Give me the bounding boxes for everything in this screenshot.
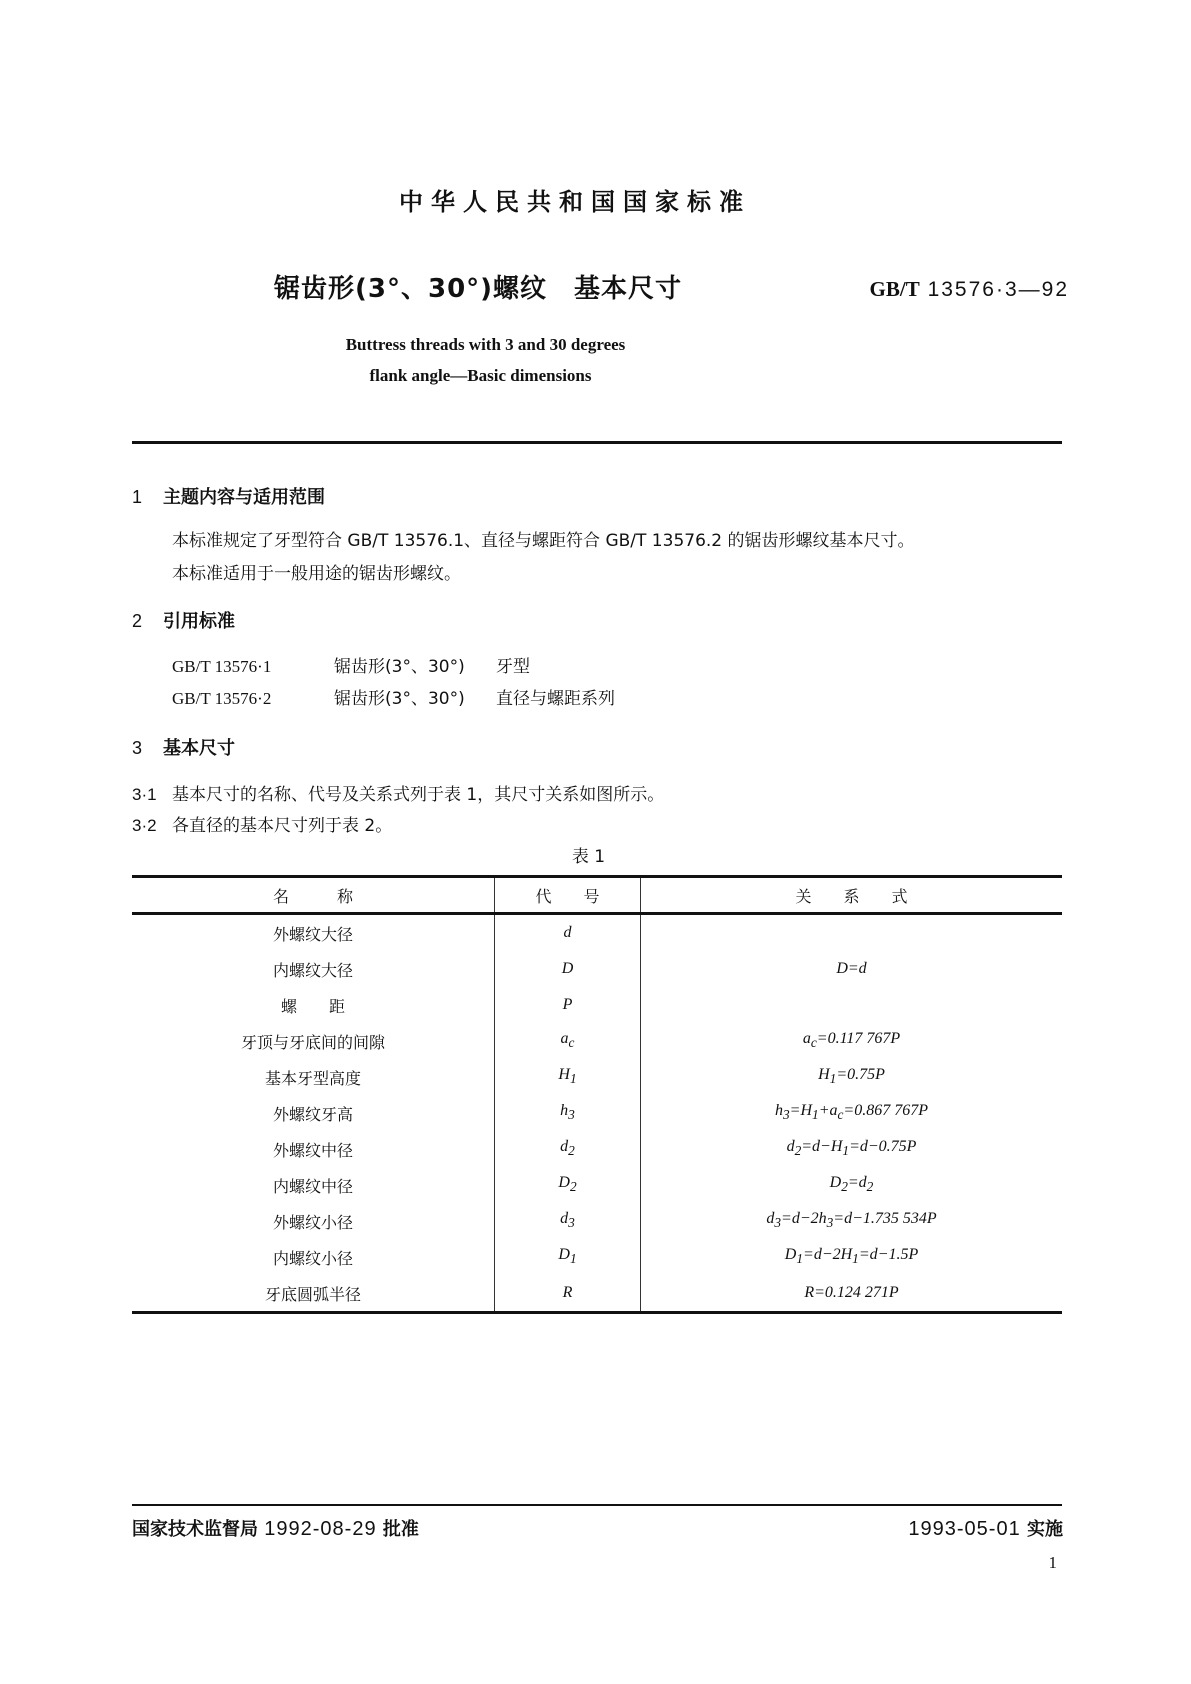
document-title-en-line2: flank angle—Basic dimensions [369,366,592,385]
column-header-name: 名 称 [132,877,495,914]
cell-symbol: $h_3$ [495,1095,641,1131]
cell-name: 内螺纹大径 [132,951,495,987]
table-header-row [132,877,1062,914]
cell-name: 内螺纹小径 [132,1239,495,1275]
document-title-en-line1: Buttress threads with 3 and 30 degrees [345,335,626,354]
clause-text: 基本尺寸的名称、代号及关系式列于表 1，其尺寸关系如图所示。 [172,785,665,805]
header-rule [132,441,1062,444]
section-number: 2 [132,611,143,631]
reference-desc: 直径与螺距系列 [496,689,615,709]
column-header-formula: 关 系 式 [641,877,1063,914]
cell-formula: $d_3=d-2h_3=d-1.735$ 534P [766,1210,937,1231]
table-row [132,1095,1062,1131]
reference-item [172,684,615,709]
reference-name: 锯齿形(3°、30°) [334,657,465,677]
cell-name: 外螺纹牙高 [132,1095,495,1131]
table-row [132,1167,1062,1203]
dimensions-table [132,875,1062,1314]
section-number: 3 [132,738,143,758]
cell-formula [641,914,1063,952]
reference-name: 锯齿形(3°、30°) [334,689,465,709]
reference-code: GB/T 13576·1 [172,657,272,676]
approval-date: 1992-08-29 [264,1518,377,1540]
table-row [132,987,1062,1023]
section-title: 主题内容与适用范围 [163,487,325,508]
cell-name: 牙顶与牙底间的间隙 [132,1023,495,1059]
cell-formula: $d_2=d-H_1=d-0.75P$ [786,1138,917,1159]
clause-3-2 [132,811,392,836]
table-row [132,1203,1062,1239]
page-number: 1 [1048,1553,1057,1572]
table-row [132,1023,1062,1059]
document-title-cn: 锯齿形(3°、30°)螺纹 基本尺寸 [274,274,683,304]
footer-rule [132,1504,1062,1506]
cell-formula: $H_1=0.75P$ [818,1066,885,1087]
column-header-symbol: 代 号 [495,877,641,914]
cell-name: 外螺纹大径 [132,914,495,952]
cell-formula: $h_3=H_1+a_c=0.867$ 767P [775,1102,928,1123]
section-3-heading [132,734,235,760]
cell-name: 基本牙型高度 [132,1059,495,1095]
clause-text: 各直径的基本尺寸列于表 2。 [172,816,393,836]
effective-info [908,1515,1063,1541]
cell-symbol: D [495,951,641,987]
issuer: 国家技术监督局 [132,1519,265,1540]
table-row [132,1131,1062,1167]
approval-label: 批准 [376,1519,419,1540]
cell-symbol: $a_c$ [495,1023,641,1059]
reference-code: GB/T 13576·2 [172,689,272,708]
cell-symbol: d [495,914,641,952]
cell-formula: D=d [836,960,867,977]
cell-name: 内螺纹中径 [132,1167,495,1203]
table-row [132,1239,1062,1275]
clause-3-1 [132,780,664,805]
table-row [132,1275,1062,1313]
clause-number: 3·1 [132,785,157,804]
table-row [132,914,1062,952]
cell-symbol: $D_2$ [495,1167,641,1203]
cell-name: 外螺纹中径 [132,1131,495,1167]
section-title: 基本尺寸 [163,738,235,759]
cell-symbol: $d_3$ [495,1203,641,1239]
cell-symbol: $d_2$ [495,1131,641,1167]
section-1-paragraph-1: 本标准规定了牙型符合 GB/T 13576.1、直径与螺距符合 GB/T 13576.2 的锯齿形螺纹基本尺寸。 [172,531,915,551]
clause-number: 3·2 [132,816,157,835]
cell-symbol: $D_1$ [495,1239,641,1275]
cell-formula: $a_c=0.117$ 767P [802,1030,901,1051]
table-row [132,1059,1062,1095]
table-caption: 表 1 [571,847,606,867]
section-title: 引用标准 [163,611,235,632]
cell-symbol: R [495,1275,641,1313]
standard-code [870,277,1069,302]
cell-symbol: $H_1$ [495,1059,641,1095]
section-2-heading [132,607,235,633]
approval-info [132,1515,419,1541]
cell-name: 牙底圆弧半径 [132,1275,495,1313]
cell-name: 外螺纹小径 [132,1203,495,1239]
standard-code-prefix: GB/T [869,277,920,301]
effective-date: 1993-05-01 [908,1518,1021,1540]
section-1-paragraph-2: 本标准适用于一般用途的锯齿形螺纹。 [172,564,461,584]
effective-label: 实施 [1020,1519,1063,1540]
cell-formula: R=0.124 271P [641,1275,1063,1313]
cell-formula: $D_2=d_2$ [829,1174,874,1195]
section-number: 1 [132,487,143,507]
national-standard-heading: 中华人民共和国国家标准 [399,188,751,216]
reference-desc: 牙型 [496,657,530,677]
reference-item [172,652,530,677]
cell-formula: $D_1=d-2H_1=d-1.5P$ [784,1246,919,1267]
standard-code-number: 13576·3—92 [919,278,1069,301]
cell-formula [641,987,1063,1023]
table-row [132,951,1062,987]
cell-symbol: P [495,987,641,1023]
section-1-heading [132,483,325,509]
cell-name: 螺 距 [132,987,495,1023]
